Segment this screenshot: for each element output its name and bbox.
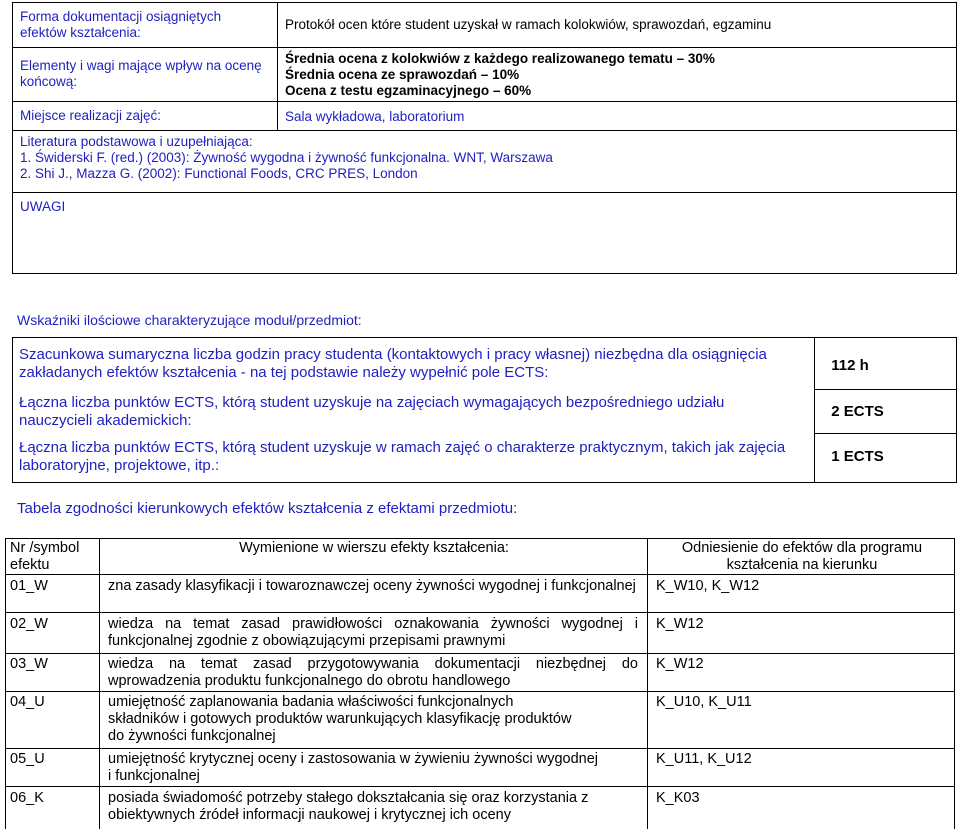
row-reference: K_W12 xyxy=(656,616,704,632)
grading-weights-label: Elementy i wagi mające wpływ na ocenę końcową: xyxy=(20,58,262,89)
row-nr: 05_U xyxy=(10,751,45,767)
row-reference: K_W10, K_W12 xyxy=(656,578,760,594)
row-description: zna zasady klasyfikacji i towaroznawczej oceny żywności wygodnej i funkcjonalnej xyxy=(108,578,636,594)
literature-item: 2. Shi J., Mazza G. (2002): Functional Foods, CRC PRES, London xyxy=(20,166,418,181)
class-location-value: Sala wykładowa, laboratorium xyxy=(285,109,465,124)
row-description: wiedza na temat zasad prawidłowości oznakowania żywności wygodnej i funkcjonalnej zgodnie z obowiązującymi przepisami prawnymi xyxy=(108,616,638,649)
row-description: wiedza na temat zasad przygotowywania dokumentacji niezbędnej do wprowadzenia produktu funkcjonalnego do obrotu handlowego xyxy=(108,656,638,689)
ects-row-text: Łączna liczba punktów ECTS, którą student uzyskuje w ramach zajęć o charakterze praktycznym, takich jak zajęcia laboratoryjne, projektowe, itp.: xyxy=(19,439,786,474)
documentation-form-label: Forma dokumentacji osiągniętych efektów kształcenia: xyxy=(20,9,222,40)
row-nr: 04_U xyxy=(10,694,45,710)
grading-weight-line: Średnia ocena z kolokwiów z każdego realizowanego tematu – 30% xyxy=(285,51,715,66)
ects-row-text: Łączna liczba punktów ECTS, którą student uzyskuje na zajęciach wymagających bezpośredniego udziału nauczycieli akademickich: xyxy=(19,394,725,429)
documentation-form-value: Protokół ocen które student uzyskał w ramach kolokwiów, sprawozdań, egzaminu xyxy=(285,17,772,32)
literature-item: 1. Świderski F. (red.) (2003): Żywność wygodna i żywność funkcjonalna. WNT, Warszawa xyxy=(20,150,553,165)
header-reference: Odniesienie do efektów dla programu kształcenia na kierunku xyxy=(681,540,923,573)
remarks-label: UWAGI xyxy=(20,199,66,214)
row-description: umiejętność krytycznej oceny i zastosowania w żywieniu żywności wygodnej i funkcjonalnej xyxy=(108,751,598,784)
row-nr: 06_K xyxy=(10,790,44,806)
row-description: posiada świadomość potrzeby stałego dokształcania się oraz korzystania z obiektywnych źródeł informacji naukowej i krytycznej ich oceny xyxy=(108,790,589,823)
row-nr: 02_W xyxy=(10,616,48,632)
row-nr: 03_W xyxy=(10,656,48,672)
class-location-label: Miejsce realizacji zajęć: xyxy=(20,108,162,123)
row-reference: K_U10, K_U11 xyxy=(656,694,752,710)
row-reference: K_K03 xyxy=(656,790,700,806)
grading-weight-line: Średnia ocena ze sprawozdań – 10% xyxy=(285,67,520,82)
literature-heading: Literatura podstawowa i uzupełniająca: xyxy=(20,134,253,149)
indicators-heading: Wskaźniki ilościowe charakteryzujące moduł/przedmiot: xyxy=(17,312,362,328)
row-nr: 01_W xyxy=(10,578,48,594)
ects-row-value: 112 h xyxy=(831,357,869,374)
row-description: umiejętność zaplanowania badania właściwości funkcjonalnych składników i gotowych produktów warunkujących klasyfikację produktów do żywności funkcjonalnej xyxy=(108,694,572,744)
ects-row-text: Szacunkowa sumaryczna liczba godzin pracy studenta (kontaktowych i pracy własnej) niezbędna dla osiągnięcia zakładanych efektów kształcenia - na tej podstawie należy wypełnić pole ECTS: xyxy=(19,346,767,381)
ects-row-value: 2 ECTS xyxy=(831,403,884,420)
header-nr: Nr /symbol efektu xyxy=(10,540,80,573)
outcomes-heading: Tabela zgodności kierunkowych efektów kształcenia z efektami przedmiotu: xyxy=(17,500,518,517)
grading-weight-line: Ocena z testu egzaminacyjnego – 60% xyxy=(285,83,532,98)
row-reference: K_W12 xyxy=(656,656,704,672)
row-reference: K_U11, K_U12 xyxy=(656,751,752,767)
header-description: Wymienione w wierszu efekty kształcenia: xyxy=(239,540,509,556)
ects-row-value: 1 ECTS xyxy=(831,448,884,465)
